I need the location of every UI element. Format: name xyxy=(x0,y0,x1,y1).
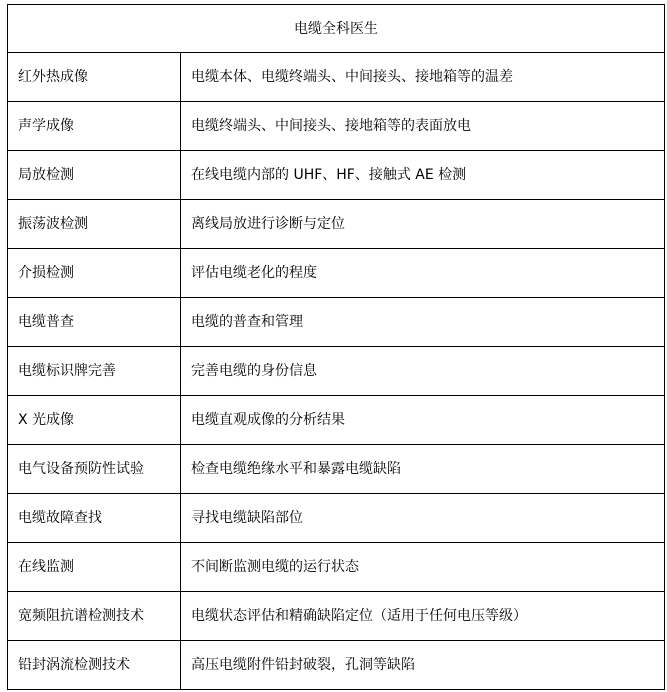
description-cell: 高压电缆附件铅封破裂，孔洞等缺陷 xyxy=(181,641,665,690)
method-cell: 红外热成像 xyxy=(8,53,181,102)
description-cell: 电缆终端头、中间接头、接地箱等的表面放电 xyxy=(181,102,665,151)
method-cell: 电缆普查 xyxy=(8,298,181,347)
description-cell: 电缆本体、电缆终端头、中间接头、接地箱等的温差 xyxy=(181,53,665,102)
table-title: 电缆全科医生 xyxy=(8,5,665,53)
table-title-row xyxy=(8,5,665,53)
description-cell: 在线电缆内部的 UHF、HF、接触式 AE 检测 xyxy=(181,151,665,200)
table-row xyxy=(8,543,665,592)
description-cell: 检查电缆绝缘水平和暴露电缆缺陷 xyxy=(181,445,665,494)
table-row xyxy=(8,494,665,543)
table-row xyxy=(8,347,665,396)
description-cell: 寻找电缆缺陷部位 xyxy=(181,494,665,543)
table-row xyxy=(8,53,665,102)
description-cell: 不间断监测电缆的运行状态 xyxy=(181,543,665,592)
method-cell: 介损检测 xyxy=(8,249,181,298)
method-cell: 声学成像 xyxy=(8,102,181,151)
description-cell: 电缆直观成像的分析结果 xyxy=(181,396,665,445)
method-cell: 电缆故障查找 xyxy=(8,494,181,543)
description-cell: 电缆状态评估和精确缺陷定位（适用于任何电压等级） xyxy=(181,592,665,641)
method-cell: 振荡波检测 xyxy=(8,200,181,249)
description-cell: 离线局放进行诊断与定位 xyxy=(181,200,665,249)
method-cell: 铅封涡流检测技术 xyxy=(8,641,181,690)
table-row xyxy=(8,200,665,249)
table-row xyxy=(8,396,665,445)
method-cell: 电气设备预防性试验 xyxy=(8,445,181,494)
cable-diagnostics-table xyxy=(7,4,665,690)
table-row xyxy=(8,249,665,298)
table-row xyxy=(8,592,665,641)
table-row xyxy=(8,151,665,200)
description-cell: 评估电缆老化的程度 xyxy=(181,249,665,298)
description-cell: 电缆的普查和管理 xyxy=(181,298,665,347)
method-cell: X 光成像 xyxy=(8,396,181,445)
table-row xyxy=(8,298,665,347)
method-cell: 宽频阻抗谱检测技术 xyxy=(8,592,181,641)
method-cell: 电缆标识牌完善 xyxy=(8,347,181,396)
method-cell: 在线监测 xyxy=(8,543,181,592)
description-cell: 完善电缆的身份信息 xyxy=(181,347,665,396)
table-row xyxy=(8,445,665,494)
table-row xyxy=(8,102,665,151)
table-row xyxy=(8,641,665,690)
method-cell: 局放检测 xyxy=(8,151,181,200)
